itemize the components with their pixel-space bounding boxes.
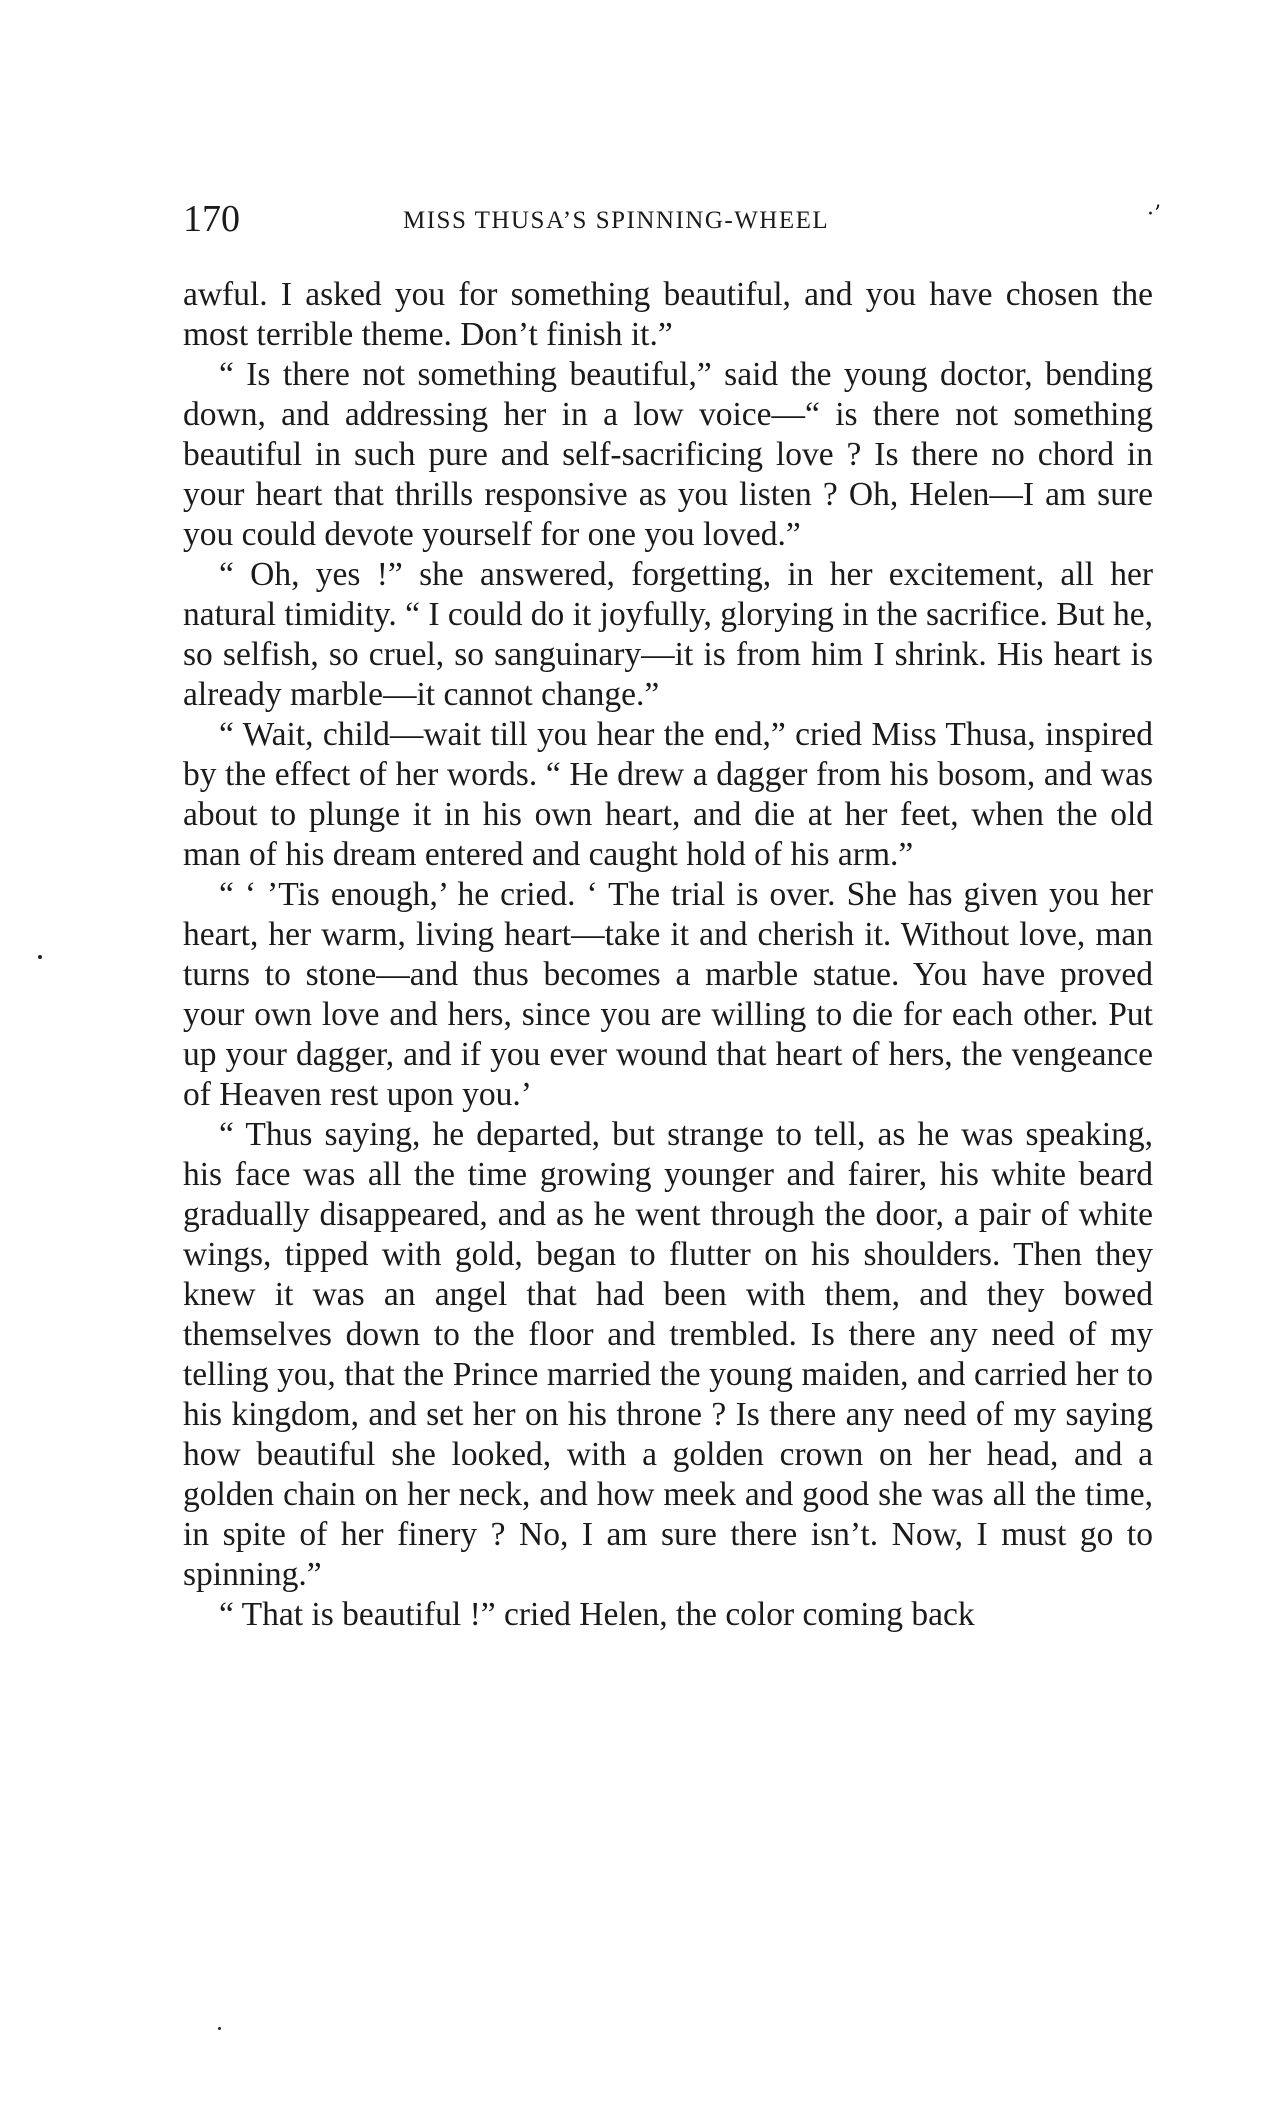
- paragraph: “ Wait, child—wait till you hear the end,” cried Miss Thusa, inspired by the effect of her words. “ He drew a dagger from his bosom, and was about to plunge it in his own heart, and die at her feet, when the old man of his dream entered and caught hold of his arm.”: [183, 716, 1153, 873]
- ink-speck-icon: [218, 2027, 221, 2030]
- page-header: [183, 195, 1161, 243]
- paragraph: “ That is beautiful !” cried Helen, the color coming back: [219, 1596, 975, 1633]
- ink-mark-icon: ·’: [1147, 202, 1161, 227]
- running-title: MISS THUSA’S SPINNING-WHEEL: [403, 207, 830, 234]
- paragraph: awful. I asked you for something beautiful, and you have chosen the most terrible theme. Don’t finish it.”: [183, 276, 1153, 353]
- paragraph: “ Thus saying, he departed, but strange to tell, as he was speaking, his face was all the time growing younger and fairer, his white beard gradually disappeared, and as he went through the door, a pair of white wings, tipped with gold, began to flutter on his shoulders. Then they knew it was an angel that had been with them, and they bowed themselves down to the floor and trembled. Is there any need of my telling you, that the Prince married the young maiden, and carried her to his kingdom, and set her on his throne ? Is there any need of my saying how beautiful she looked, with a golden crown on her head, and a golden chain on her neck, and how meek and good she was all the time, in spite of her finery ? No, I am sure there isn’t. Now, I must go to spinning.”: [183, 1116, 1153, 1593]
- paragraph: “ Is there not something beautiful,” said the young doctor, bending down, and addressing her in a low voice—“ is there not something beautiful in such pure and self-sacrificing love ? Is there no chord in your heart that thrills responsive as you listen ? Oh, Helen—I am sure you could devote yourself for one you loved.”: [183, 356, 1153, 553]
- ink-speck-icon: [38, 955, 42, 959]
- page-body: [183, 275, 1153, 1635]
- paragraph: “ ‘ ’Tis enough,’ he cried. ‘ The trial is over. She has given you her heart, her warm, living heart—take it and cherish it. Without love, man turns to stone—and thus becomes a marble statue. You have proved your own love and hers, since you are willing to die for each other. Put up your dagger, and if you ever wound that heart of hers, the vengeance of Heaven rest upon you.’: [183, 876, 1153, 1113]
- page-number: 170: [183, 198, 240, 240]
- paragraph: “ Oh, yes !” she answered, forgetting, in her excitement, all her natural timidity. “ I could do it joyfully, glorying in the sacrifice. But he, so selfish, so cruel, so sanguinary—it is from him I shrink. His heart is already marble—it cannot change.”: [183, 556, 1153, 713]
